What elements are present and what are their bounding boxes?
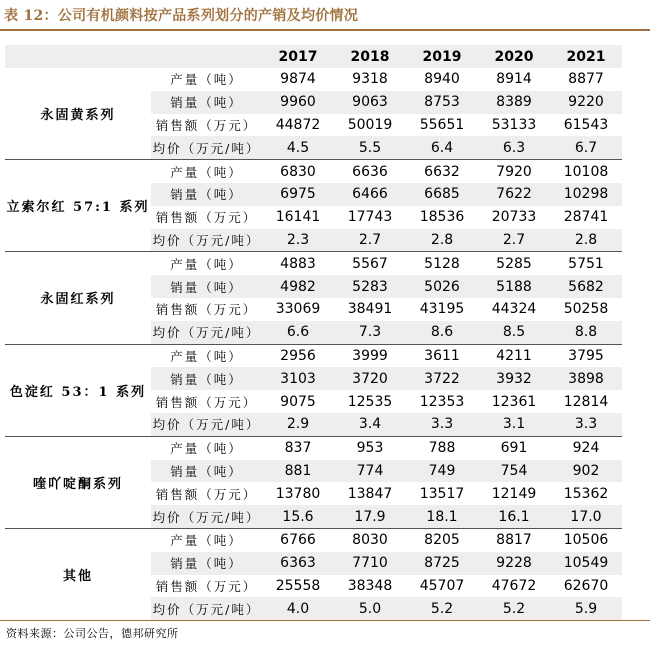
metric-label: 销售额（万元） bbox=[155, 210, 258, 226]
metric-label: 销售额（万元） bbox=[155, 117, 258, 133]
value-cell: 6.3 bbox=[478, 136, 550, 159]
metric-label: 产量（吨） bbox=[170, 348, 243, 364]
metric-label: 销量（吨） bbox=[151, 552, 262, 575]
value-cell: 8753 bbox=[406, 91, 478, 114]
table-row bbox=[5, 160, 622, 183]
metric-label: 销售额（万元） bbox=[155, 486, 258, 502]
product-group bbox=[5, 436, 622, 528]
year-header: 2020 bbox=[478, 45, 550, 68]
metric-label: 均价（万元/吨） bbox=[151, 229, 262, 252]
metric-label: 均价（万元/吨） bbox=[151, 597, 262, 620]
value-cell: 16.1 bbox=[478, 505, 550, 528]
value-cell: 17743 bbox=[347, 209, 393, 226]
value-cell: 8725 bbox=[406, 552, 478, 575]
value-cell: 6830 bbox=[280, 163, 316, 180]
value-cell: 3999 bbox=[352, 347, 388, 364]
value-cell: 7710 bbox=[334, 552, 406, 575]
value-cell: 12149 bbox=[491, 485, 537, 502]
metric-label: 均价（万元/吨） bbox=[151, 413, 262, 436]
value-cell: 5.0 bbox=[334, 597, 406, 620]
value-cell: 10506 bbox=[563, 532, 609, 549]
value-cell: 10298 bbox=[550, 183, 622, 206]
value-cell: 5.2 bbox=[406, 597, 478, 620]
value-cell: 8030 bbox=[352, 532, 388, 549]
metric-label: 销量（吨） bbox=[151, 183, 262, 206]
value-cell: 9075 bbox=[280, 393, 316, 410]
value-cell: 4982 bbox=[262, 275, 334, 298]
product-group bbox=[5, 160, 622, 252]
value-cell: 44324 bbox=[491, 301, 537, 318]
value-cell: 6636 bbox=[352, 163, 388, 180]
value-cell: 53133 bbox=[491, 116, 537, 133]
value-cell: 7622 bbox=[478, 183, 550, 206]
metric-label: 产量（吨） bbox=[170, 533, 243, 549]
year-header: 2019 bbox=[406, 45, 478, 68]
value-cell: 3898 bbox=[550, 367, 622, 390]
value-cell: 5188 bbox=[478, 275, 550, 298]
value-cell: 5.9 bbox=[550, 597, 622, 620]
value-cell: 12814 bbox=[563, 393, 609, 410]
value-cell: 3.1 bbox=[478, 413, 550, 436]
value-cell: 5285 bbox=[496, 255, 532, 272]
value-cell: 6685 bbox=[406, 183, 478, 206]
value-cell: 3611 bbox=[424, 347, 460, 364]
value-cell: 774 bbox=[334, 460, 406, 483]
value-cell: 8.5 bbox=[478, 321, 550, 344]
table-row bbox=[5, 344, 622, 367]
metric-label: 销售额（万元） bbox=[155, 578, 258, 594]
value-cell: 12535 bbox=[347, 393, 393, 410]
value-cell: 953 bbox=[356, 440, 384, 457]
value-cell: 12353 bbox=[419, 393, 465, 410]
source-note: 资料来源：公司公告，德邦研究所 bbox=[6, 627, 179, 640]
metric-label: 销量（吨） bbox=[151, 91, 262, 114]
value-cell: 3932 bbox=[478, 367, 550, 390]
product-series-name: 立索尔红 57:1 系列 bbox=[5, 160, 151, 252]
value-cell: 4.0 bbox=[262, 597, 334, 620]
value-cell: 17.9 bbox=[334, 505, 406, 528]
metric-label: 产量（吨） bbox=[170, 164, 243, 180]
value-cell: 3722 bbox=[406, 367, 478, 390]
value-cell: 8389 bbox=[478, 91, 550, 114]
product-group bbox=[5, 344, 622, 436]
value-cell: 8914 bbox=[496, 71, 532, 88]
value-cell: 3103 bbox=[262, 367, 334, 390]
value-cell: 9220 bbox=[550, 91, 622, 114]
value-cell: 6975 bbox=[262, 183, 334, 206]
value-cell: 28741 bbox=[563, 209, 609, 226]
value-cell: 754 bbox=[478, 460, 550, 483]
value-cell: 5751 bbox=[568, 255, 604, 272]
table-title: 表 12：公司有机颜料按产品系列划分的产销及均价情况 bbox=[4, 8, 359, 24]
value-cell: 55651 bbox=[419, 116, 465, 133]
value-cell: 13847 bbox=[347, 485, 393, 502]
value-cell: 7.3 bbox=[334, 321, 406, 344]
value-cell: 4211 bbox=[496, 347, 532, 364]
value-cell: 10549 bbox=[550, 552, 622, 575]
value-cell: 5128 bbox=[424, 255, 460, 272]
value-cell: 2.7 bbox=[478, 229, 550, 252]
value-cell: 47672 bbox=[491, 577, 537, 594]
metric-label: 产量（吨） bbox=[170, 256, 243, 272]
table-row bbox=[5, 68, 622, 91]
value-cell: 44872 bbox=[275, 116, 321, 133]
value-cell: 3720 bbox=[334, 367, 406, 390]
value-cell: 6766 bbox=[280, 532, 316, 549]
metric-label: 销量（吨） bbox=[151, 367, 262, 390]
value-cell: 9960 bbox=[262, 91, 334, 114]
product-group bbox=[5, 528, 622, 620]
value-cell: 6.7 bbox=[550, 136, 622, 159]
value-cell: 5682 bbox=[550, 275, 622, 298]
value-cell: 6.4 bbox=[406, 136, 478, 159]
value-cell: 12361 bbox=[491, 393, 537, 410]
year-header: 2017 bbox=[262, 45, 334, 68]
value-cell: 8940 bbox=[424, 71, 460, 88]
value-cell: 15.6 bbox=[262, 505, 334, 528]
table-row bbox=[5, 252, 622, 275]
value-cell: 902 bbox=[550, 460, 622, 483]
value-cell: 20733 bbox=[491, 209, 537, 226]
value-cell: 9874 bbox=[280, 71, 316, 88]
value-cell: 38348 bbox=[347, 577, 393, 594]
value-cell: 7920 bbox=[496, 163, 532, 180]
value-cell: 18536 bbox=[419, 209, 465, 226]
metric-label: 产量（吨） bbox=[170, 72, 243, 88]
product-series-name: 永固红系列 bbox=[5, 252, 151, 344]
value-cell: 3.3 bbox=[406, 413, 478, 436]
value-cell: 17.0 bbox=[550, 505, 622, 528]
header-row bbox=[5, 45, 622, 68]
value-cell: 6466 bbox=[334, 183, 406, 206]
product-group bbox=[5, 252, 622, 344]
product-group bbox=[5, 68, 622, 160]
value-cell: 5.5 bbox=[334, 136, 406, 159]
value-cell: 16141 bbox=[275, 209, 321, 226]
metric-label: 均价（万元/吨） bbox=[151, 321, 262, 344]
metric-label: 均价（万元/吨） bbox=[151, 505, 262, 528]
product-series-name: 色淀红 53：1 系列 bbox=[5, 344, 151, 436]
product-series-name: 喹吖啶酮系列 bbox=[5, 436, 151, 528]
value-cell: 749 bbox=[406, 460, 478, 483]
value-cell: 43195 bbox=[419, 301, 465, 318]
header-blank bbox=[151, 45, 262, 68]
value-cell: 3.3 bbox=[550, 413, 622, 436]
value-cell: 2.9 bbox=[262, 413, 334, 436]
value-cell: 5283 bbox=[334, 275, 406, 298]
value-cell: 6.6 bbox=[262, 321, 334, 344]
value-cell: 13517 bbox=[419, 485, 465, 502]
value-cell: 9318 bbox=[352, 71, 388, 88]
value-cell: 8205 bbox=[424, 532, 460, 549]
source-divider bbox=[0, 620, 650, 621]
value-cell: 924 bbox=[572, 440, 600, 457]
value-cell: 8817 bbox=[496, 532, 532, 549]
value-cell: 3795 bbox=[568, 347, 604, 364]
value-cell: 6632 bbox=[424, 163, 460, 180]
year-header: 2018 bbox=[334, 45, 406, 68]
header-blank bbox=[5, 45, 151, 68]
value-cell: 6363 bbox=[262, 552, 334, 575]
value-cell: 18.1 bbox=[406, 505, 478, 528]
value-cell: 5.2 bbox=[478, 597, 550, 620]
value-cell: 10108 bbox=[563, 163, 609, 180]
value-cell: 3.4 bbox=[334, 413, 406, 436]
value-cell: 881 bbox=[262, 460, 334, 483]
value-cell: 62670 bbox=[563, 577, 609, 594]
metric-label: 产量（吨） bbox=[170, 441, 243, 457]
value-cell: 8877 bbox=[568, 71, 604, 88]
value-cell: 4.5 bbox=[262, 136, 334, 159]
table-row bbox=[5, 436, 622, 459]
value-cell: 38491 bbox=[347, 301, 393, 318]
metric-label: 均价（万元/吨） bbox=[151, 136, 262, 159]
value-cell: 788 bbox=[428, 440, 456, 457]
value-cell: 2.7 bbox=[334, 229, 406, 252]
value-cell: 15362 bbox=[563, 485, 609, 502]
metric-label: 销售额（万元） bbox=[155, 302, 258, 318]
value-cell: 33069 bbox=[275, 301, 321, 318]
value-cell: 9063 bbox=[334, 91, 406, 114]
value-cell: 2956 bbox=[280, 347, 316, 364]
value-cell: 9228 bbox=[478, 552, 550, 575]
value-cell: 4883 bbox=[280, 255, 316, 272]
value-cell: 837 bbox=[284, 440, 312, 457]
table-row bbox=[5, 528, 622, 551]
value-cell: 50019 bbox=[347, 116, 393, 133]
value-cell: 691 bbox=[500, 440, 528, 457]
product-series-name: 永固黄系列 bbox=[5, 68, 151, 160]
title-divider bbox=[0, 29, 650, 31]
value-cell: 8.6 bbox=[406, 321, 478, 344]
value-cell: 2.8 bbox=[406, 229, 478, 252]
metric-label: 销量（吨） bbox=[151, 275, 262, 298]
value-cell: 50258 bbox=[563, 301, 609, 318]
metric-label: 销量（吨） bbox=[151, 460, 262, 483]
value-cell: 8.8 bbox=[550, 321, 622, 344]
value-cell: 2.8 bbox=[550, 229, 622, 252]
value-cell: 13780 bbox=[275, 485, 321, 502]
value-cell: 2.3 bbox=[262, 229, 334, 252]
value-cell: 61543 bbox=[563, 116, 609, 133]
metric-label: 销售额（万元） bbox=[155, 394, 258, 410]
value-cell: 25558 bbox=[275, 577, 321, 594]
value-cell: 45707 bbox=[419, 577, 465, 594]
product-series-name: 其他 bbox=[5, 528, 151, 620]
year-header: 2021 bbox=[550, 45, 622, 68]
product-sales-table bbox=[5, 45, 622, 621]
value-cell: 5567 bbox=[352, 255, 388, 272]
value-cell: 5026 bbox=[406, 275, 478, 298]
